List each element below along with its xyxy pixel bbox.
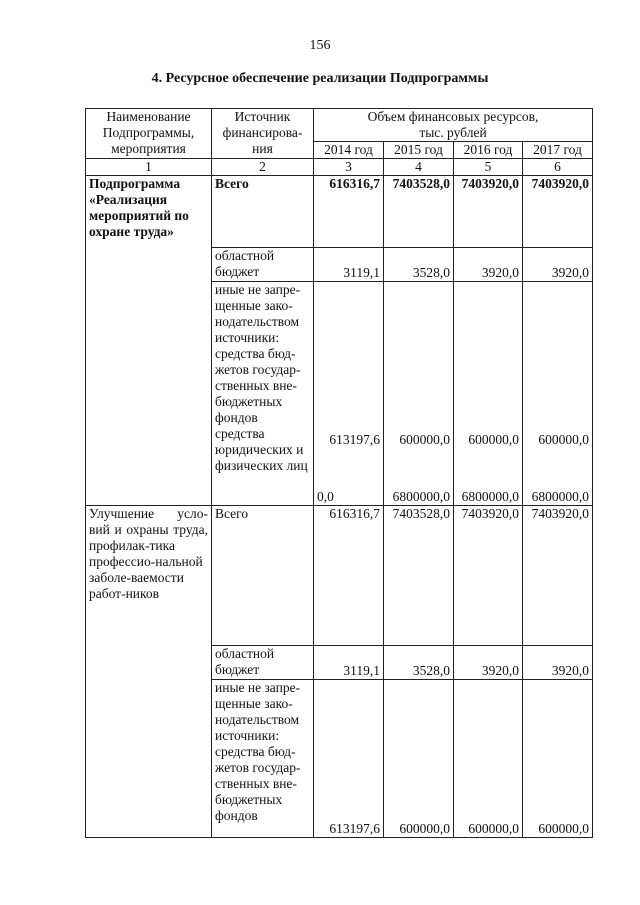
section2-regional-2015: 3528,0 [384, 646, 454, 680]
year-2015: 2015 год [384, 142, 454, 159]
section2-total-2014: 616316,7 [314, 506, 384, 646]
page-title: 4. Ресурсное обеспечение реализации Подпрограммы [151, 71, 489, 86]
section1-other-2014 [314, 282, 384, 506]
section1-regional-2014: 3119,1 [314, 248, 384, 282]
section2-funds-2014: 613197,6 [314, 680, 384, 838]
resources-table [85, 108, 593, 838]
legal-value: 6800000,0 [531, 489, 589, 504]
section1-other-2015 [384, 282, 454, 506]
col-number: 3 [314, 159, 384, 176]
section2-name: Улучшение усло-вий и охраны труда, профилак-тика профессио-нальной заболе-ваемости работ-ников [86, 506, 212, 838]
col-number: 5 [454, 159, 523, 176]
section1-total-2014: 616316,7 [314, 176, 384, 248]
legal-value: 0,0 [317, 489, 334, 504]
header-volume: Объем финансовых ресурсов, тыс. рублей [314, 109, 593, 142]
legal-value: 6800000,0 [461, 489, 519, 504]
funds-value: 613197,6 [329, 432, 380, 447]
header-row [86, 109, 593, 142]
col-number: 2 [212, 159, 314, 176]
section2-total-2016: 7403920,0 [454, 506, 523, 646]
section1-other-label: иные не запре-щенные зако-нодательством источники: средства бюд-жетов государ-ственных вне-бюджетных фондов средства юридических и физических лиц [212, 282, 314, 506]
section1-name: Подпрограмма «Реализация мероприятий по охране труда» [86, 176, 212, 506]
year-2017: 2017 год [523, 142, 593, 159]
section2-regional-label: областной бюджет [212, 646, 314, 680]
column-numbers-row [86, 159, 593, 176]
header-name: Наименование Подпрограммы, мероприятия [86, 109, 212, 159]
section2-regional-2014: 3119,1 [314, 646, 384, 680]
section2-total-row [86, 506, 593, 646]
section2-total-2017: 7403920,0 [523, 506, 593, 646]
section2-total-label: Всего [212, 506, 314, 646]
section2-regional-2016: 3920,0 [454, 646, 523, 680]
section1-regional-label: областной бюджет [212, 248, 314, 282]
page-number: 156 [309, 38, 331, 53]
section2-total-2015: 7403528,0 [384, 506, 454, 646]
section1-regional-2017: 3920,0 [523, 248, 593, 282]
col-number: 1 [86, 159, 212, 176]
section1-total-2016: 7403920,0 [454, 176, 523, 248]
year-2014: 2014 год [314, 142, 384, 159]
section1-other-2017 [523, 282, 593, 506]
year-2016: 2016 год [454, 142, 523, 159]
col-number: 4 [384, 159, 454, 176]
section1-regional-2015: 3528,0 [384, 248, 454, 282]
section2-funds-2015: 600000,0 [384, 680, 454, 838]
section1-total-label: Всего [212, 176, 314, 248]
section1-total-2015: 7403528,0 [384, 176, 454, 248]
section1-total-row [86, 176, 593, 248]
section1-other-2016 [454, 282, 523, 506]
section2-funds-2017: 600000,0 [523, 680, 593, 838]
funds-value: 600000,0 [399, 432, 450, 447]
funds-value: 600000,0 [538, 432, 589, 447]
section2-other-label: иные не запре-щенные зако-нодательством источники: средства бюд-жетов государ-ственных вне-бюджетных фондов [212, 680, 314, 838]
section2-regional-2017: 3920,0 [523, 646, 593, 680]
section1-regional-2016: 3920,0 [454, 248, 523, 282]
section2-funds-2016: 600000,0 [454, 680, 523, 838]
funds-value: 600000,0 [468, 432, 519, 447]
col-number: 6 [523, 159, 593, 176]
header-source: Источник финансирова-ния [212, 109, 314, 159]
legal-value: 6800000,0 [392, 489, 450, 504]
section1-total-2017: 7403920,0 [523, 176, 593, 248]
